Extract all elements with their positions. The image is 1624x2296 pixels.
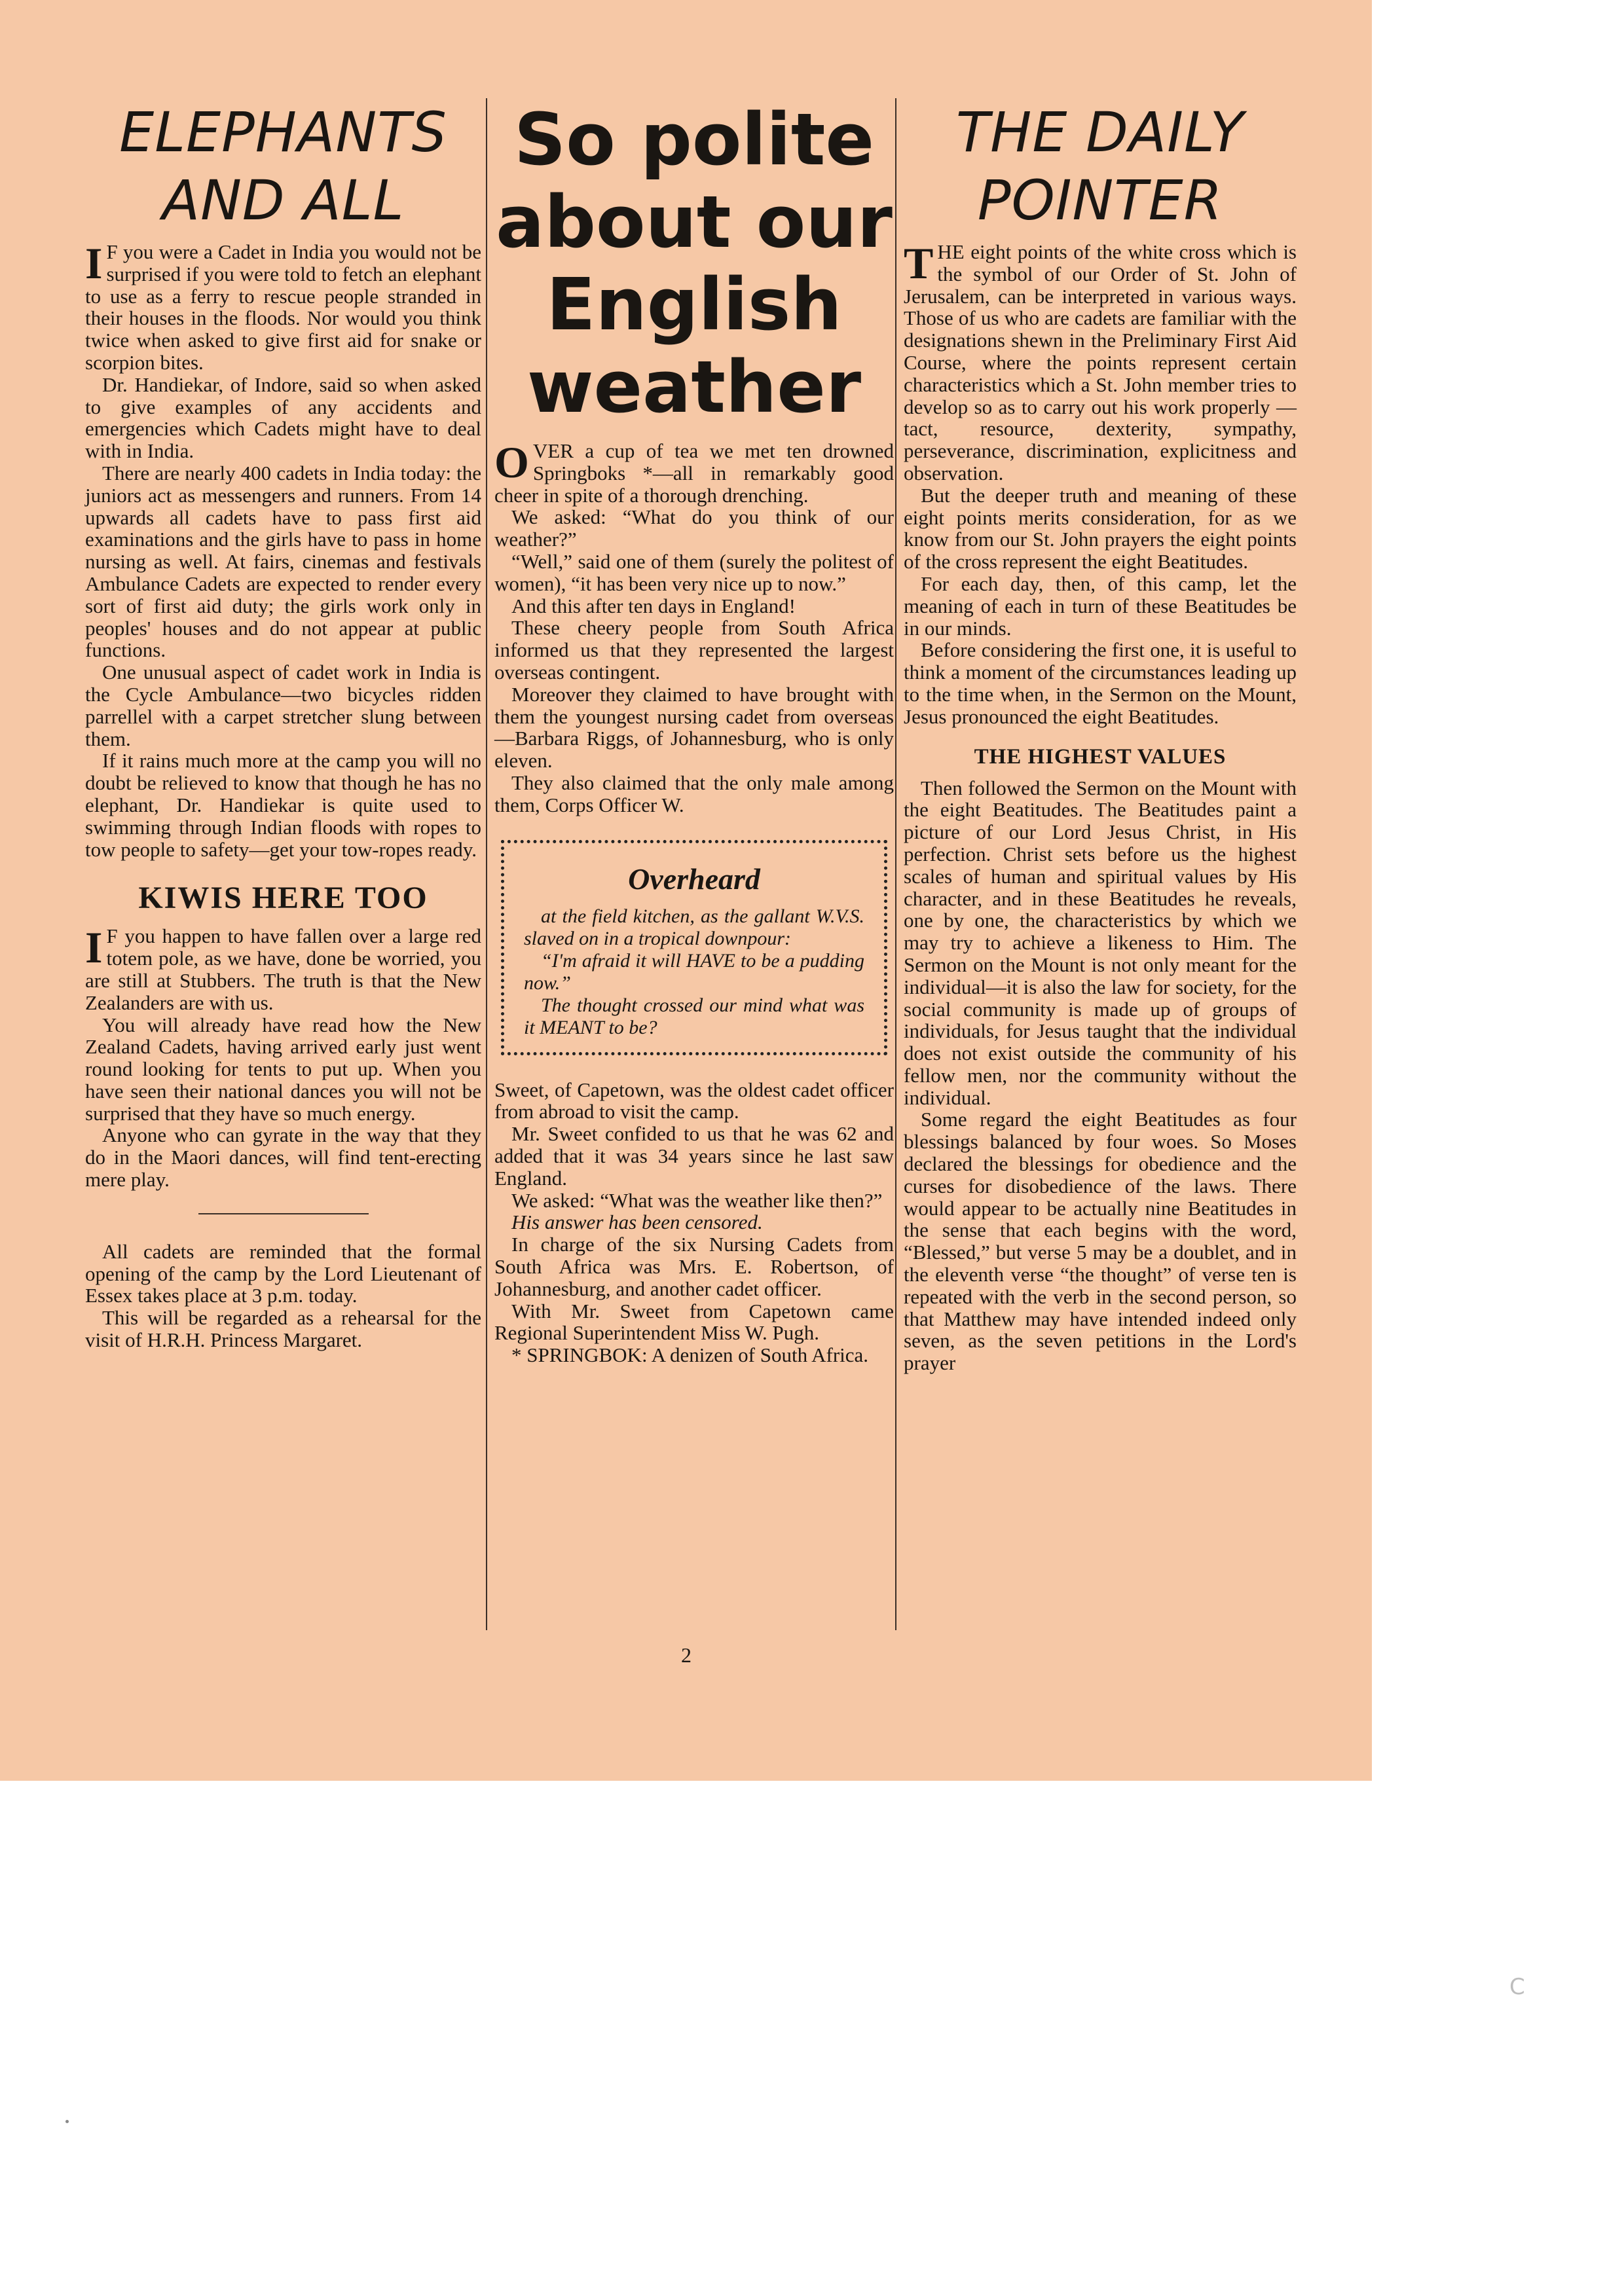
headline-line: THE DAILY <box>955 100 1245 164</box>
paragraph: If it rains much more at the camp you will no doubt be relieved to know that though he has no elephant, Dr. Handiekar is quite used to swimming through Indian floods with ropes to tow people to safety—get your tow-ropes ready. <box>85 749 481 861</box>
paragraph: “I'm afraid it will HAVE to be a pudding now.” <box>524 949 864 994</box>
page-number: 2 <box>681 1643 692 1667</box>
headline-line: So polite <box>514 98 874 181</box>
middle-column <box>494 98 894 1366</box>
headline-line: POINTER <box>977 168 1223 232</box>
paragraph: We asked: “What was the weather like then?” <box>511 1188 883 1212</box>
paragraph: I F you were a Cadet in India you would not be surprised if you were told to fetch an elephant to use as a ferry to rescue people stranded in their houses in the floods. Nor would you think twice when asked to give first aid for snake or scorpion bites. <box>85 238 481 374</box>
headline-line: ELEPHANTS <box>119 100 447 164</box>
dropcap: I <box>85 922 103 973</box>
paragraph: Sweet, of Capetown, was the oldest cadet officer from abroad to visit the camp. <box>494 1078 894 1123</box>
paragraph: They also claimed that the only male among them, Corps Officer W. <box>494 771 894 816</box>
paragraph: And this after ten days in England! <box>511 594 796 617</box>
column-rule <box>486 98 487 1630</box>
headline-line: weather <box>526 345 862 429</box>
paragraph: Some regard the eight Beatitudes as four blessings balanced by four woes. So Moses declared the blessings for obedience and the curses for disobedience of the laws. There would appear to be actually nine Beatitudes in the sense that each begins with the word, “Blessed,” but verse 5 may be a doublet, and in the eleventh verse “the thought” of verse ten is repeated with the verb in the second person, so that Matthew may have intended indeed only seven, as the seven petitions in the Lord's prayer <box>904 1108 1297 1375</box>
headline-elephants <box>85 98 481 234</box>
paragraph: In charge of the six Nursing Cadets from South Africa was Mrs. E. Robertson, of Johannesburg, and another cadet officer. <box>494 1233 894 1300</box>
paragraph: at the field kitchen, as the gallant W.V.S. slaved on in a tropical downpour: <box>524 905 864 949</box>
dropcap: I <box>85 238 103 288</box>
separator-rule <box>198 1213 369 1214</box>
paragraph: For each day, then, of this camp, let the meaning of each in turn of these Beatitudes be in our minds. <box>904 572 1297 640</box>
left-column <box>85 98 481 1351</box>
paragraph: I F you happen to have fallen over a large red totem pole, as we have, done be worried, you are still at Stubbers. The truth is that the New Zealanders are with us. <box>85 922 481 1014</box>
paragraph: “Well,” said one of them (surely the politest of women), “it has been very nice up to now.” <box>494 549 894 595</box>
headline-kiwis: KIWIS HERE TOO <box>138 881 428 916</box>
paragraph: Then followed the Sermon on the Mount with the eight Beatitudes. The Beatitudes paint a picture of our Lord Jesus Christ, in His perfection. Christ sets before us the highest scales of human and spiritual values by His character, and in these Beatitudes he reveals, one by one, the characteristics by which we may try to achieve a likeness to Him. The Sermon on the Mount is not only meant for the individual—it is also the law for society, for the social community is made up of groups of individuals, for Jesus taught that the individual does not exist outside the community of his fellow men, nor the community without the individual. <box>904 776 1297 1109</box>
headline-line: about our <box>496 180 893 264</box>
right-column <box>904 98 1297 1374</box>
paragraph: You will already have read how the New Zealand Cadets, having arrived early just went round looking for tents to put up. When you have seen their national dances you will not be surprised that they have so much energy. <box>85 1013 481 1125</box>
paragraph: All cadets are reminded that the formal opening of the camp by the Lord Lieutenant of Essex takes place at 3 p.m. today. <box>85 1239 481 1307</box>
paragraph: Mr. Sweet confided to us that he was 62 and added that it was 34 years since he last saw England. <box>494 1122 894 1190</box>
paragraph: OVER a cup of tea we met ten drowned Springboks *—all in remarkably good cheer in spite of a thorough drenching. <box>494 437 894 507</box>
paragraph: One unusual aspect of cadet work in India is the Cycle Ambulance—two bicycles ridden parrellel with a carpet stretcher slung between them. <box>85 661 481 750</box>
paragraph: With Mr. Sweet from Capetown came Regional Superintendent Miss W. Pugh. <box>494 1299 894 1345</box>
paragraph: This will be regarded as a rehearsal for the visit of H.R.H. Princess Margaret. <box>85 1306 481 1352</box>
paragraph: But the deeper truth and meaning of these eight points merits consideration, for as we know from our St. John prayers the eight points of the cross represent the eight Beatitudes. <box>904 483 1297 574</box>
dropcap: O <box>494 437 529 487</box>
paragraph: We asked: “What do you think of our weather?” <box>494 505 894 551</box>
scan-mark: C <box>1509 1974 1525 2000</box>
overheard-box <box>501 840 887 1055</box>
headline-line: AND ALL <box>162 168 405 232</box>
paragraph: THE eight points of the white cross which is the symbol of our Order of St. John of Jerusalem, can be interpreted in various ways. Those of us who are cadets are familiar with the designations shewn in the Preliminary First Aid Course, where the points represent certain characteristics which a St. John member tries to develop so as to carry out his work properly — tact, resource, dexterity, sympathy, perseverance, discrimination, explicitness and observation. <box>904 238 1297 484</box>
paragraph: Before considering the first one, it is useful to think a moment of the circumstances leading up to the time when, in the Sermon on the Mount, Jesus pronounced the eight Beatitudes. <box>904 638 1297 728</box>
overheard-title: Overheard <box>628 862 760 896</box>
dropcap: T <box>904 238 934 288</box>
headline-weather <box>494 98 894 428</box>
paragraph: Dr. Handiekar, of Indore, said so when asked to give examples of any accidents and emergencies which Cadets might have to deal with in India. <box>85 373 481 463</box>
paragraph: Moreover they claimed to have brought with them the youngest nursing cadet from overseas—Barbara Riggs, of Johannesburg, who is only eleven. <box>494 682 894 773</box>
paragraph: These cheery people from South Africa informed us that they represented the largest overseas contingent. <box>494 616 894 683</box>
paragraph: His answer has been censored. <box>511 1211 763 1234</box>
subhead-highest-values: THE HIGHEST VALUES <box>974 744 1227 769</box>
footnote: * SPRINGBOK: A denizen of South Africa. <box>511 1343 869 1367</box>
column-rule <box>895 98 896 1630</box>
paragraph: Anyone who can gyrate in the way that they do in the Maori dances, will find tent-erecting mere play. <box>85 1123 481 1192</box>
headline-daily-pointer <box>904 98 1297 234</box>
paragraph: There are nearly 400 cadets in India today: the juniors act as messengers and runners. From 14 upwards all cadets have to pass first aid examinations and the girls have to pass in home nursing as well. At fairs, cinemas and festivals Ambulance Cadets are expected to render every sort of first aid duty; the girls work only in peoples' houses and do not appear at public functions. <box>85 461 481 662</box>
scan-dot <box>65 2120 69 2123</box>
headline-line: English <box>546 263 842 346</box>
paragraph: The thought crossed our mind what was it MEANT to be? <box>524 994 864 1038</box>
